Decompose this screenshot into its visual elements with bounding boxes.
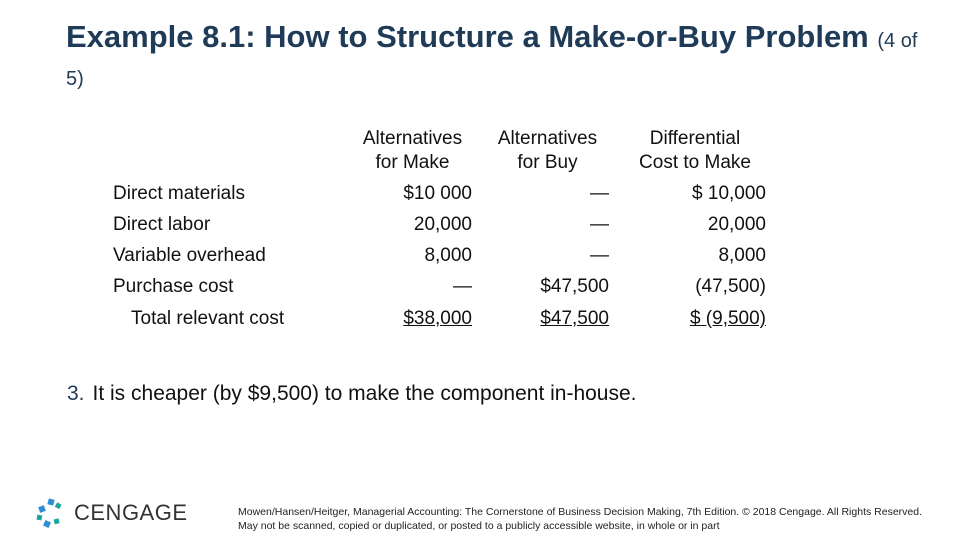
slide-title: [66, 20, 926, 96]
column-header-diff-line1: Differential: [649, 128, 741, 149]
conclusion-text: It is cheaper (by $9,500) to make the component in-house.: [92, 382, 637, 405]
cell-diff: 8,000: [718, 245, 766, 266]
cell-buy-total: $47,500: [540, 308, 609, 329]
cell-make-total-wrap: [360, 308, 472, 330]
row-label: Purchase cost: [113, 276, 234, 297]
cell-make: 8,000: [424, 245, 472, 266]
conclusion-number: 3.: [67, 382, 85, 405]
column-header-make-line1: Alternatives: [362, 128, 463, 149]
cell-make: 20,000: [413, 214, 472, 235]
cell-buy: —: [590, 245, 609, 266]
column-header-diff-line2: Cost to Make: [639, 152, 751, 173]
cengage-logo-icon: [36, 498, 68, 528]
copyright-footer: Mowen/Hansen/Heitger, Managerial Accounting: The Cornerstone of Business Decision Making, 7th Edition. © 2018 Cengage. All Rights Reserved. May not be scanned, copied or duplicated, or posted to a publicly accessible website, in whole or in part: [238, 506, 923, 532]
column-header-buy-line2: for Buy: [517, 152, 578, 173]
column-header-diff: [625, 127, 765, 175]
cengage-logo-text: CENGAGE: [74, 500, 188, 525]
cell-diff: (47,500): [695, 276, 766, 297]
column-header-buy-line1: Alternatives: [497, 128, 598, 149]
column-header-make-line2: for Make: [375, 152, 450, 173]
row-label: Direct materials: [113, 183, 245, 204]
cell-diff: 20,000: [707, 214, 766, 235]
cell-buy: —: [590, 183, 609, 204]
cell-buy-total-wrap: [495, 308, 609, 330]
cell-buy: $47,500: [540, 276, 609, 297]
row-label: Direct labor: [113, 214, 211, 235]
cell-make: —: [453, 276, 472, 297]
cell-diff: $ 10,000: [692, 183, 766, 204]
slide-title-main: Example 8.1: How to Structure a Make-or-Buy Problem: [66, 19, 869, 54]
conclusion-item: [67, 382, 637, 406]
cell-make-total: $38,000: [403, 308, 472, 329]
column-header-make: [350, 127, 475, 175]
cengage-logo: [36, 498, 188, 528]
cell-diff-total-wrap: [640, 308, 766, 330]
slide-title-suffix: (4 of 5): [66, 30, 918, 90]
cell-make: $10 000: [403, 183, 472, 204]
cell-buy: —: [590, 214, 609, 235]
row-label-total: Total relevant cost: [131, 308, 285, 329]
column-header-buy: [485, 127, 610, 175]
cell-diff-total: $ (9,500): [689, 308, 766, 329]
row-label: Variable overhead: [113, 245, 266, 266]
